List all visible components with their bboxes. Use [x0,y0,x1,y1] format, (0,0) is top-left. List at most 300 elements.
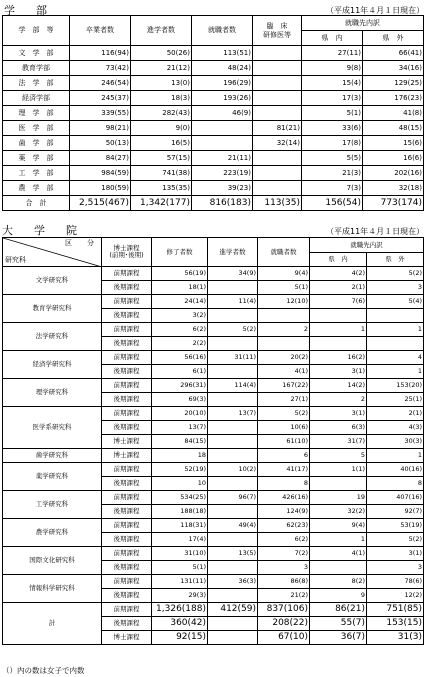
advance-cell: 741(38) [131,166,192,181]
dept-name: 理 学 部 [3,106,70,121]
col-header-advance: 進学者数 [131,16,192,46]
course-cell: 後期課程 [102,365,152,379]
table-row [3,46,424,61]
employed-cell: 167(22) [258,379,310,393]
grad-title: 大 学 院 [2,224,82,237]
out-pref-cell: 407(16) [367,491,424,505]
kenkyuka-name: 教育学研究科 [3,295,102,323]
table-row [3,121,424,136]
advance-cell: 49(4) [208,519,258,533]
col-header-kubun: 区 分 [65,239,98,247]
clinical-cell: 32(14) [253,136,302,151]
completed-cell: 188(18) [152,505,208,519]
employed-cell: 62(23) [258,519,310,533]
out-pref-cell: 66(41) [363,46,424,61]
clinical-cell [253,76,302,91]
in-pref-cell: 7(3) [302,181,363,196]
advance-cell: 282(43) [131,106,192,121]
employed-cell: 196(29) [192,76,253,91]
out-pref-cell: 3 [367,281,424,295]
in-pref-cell: 3(1) [310,365,367,379]
course-cell: 前期課程 [102,603,152,617]
advance-cell [208,533,258,547]
out-pref-cell: 12(2) [367,589,424,603]
table-row [3,267,424,281]
advance-cell: 5(2) [208,323,258,337]
table-row [3,547,424,561]
completed-cell: 131(11) [152,575,208,589]
in-pref-cell: 55(7) [310,617,367,631]
col-header-clinical: 臨 床 研修医等 [253,16,302,46]
out-pref-cell: 5(4) [367,295,424,309]
course-cell: 後期課程 [102,337,152,351]
course-cell: 前期課程 [102,575,152,589]
out-pref-cell: 5(2) [367,533,424,547]
dept-name: 教育学部 [3,61,70,76]
out-pref-cell: 1 [367,365,424,379]
completed-cell: 360(42) [152,617,208,631]
in-pref-cell: 14(2) [310,379,367,393]
course-cell: 後期課程 [102,393,152,407]
employed-cell: 27(1) [258,393,310,407]
total-label: 計 [3,603,102,645]
course-cell: 前期課程 [102,267,152,281]
course-cell: 博士課程 [102,631,152,645]
employed-cell [192,136,253,151]
total-row [3,196,424,211]
clinical-cell: 113(35) [253,196,302,211]
in-pref-cell: 16(2) [310,351,367,365]
table-row [3,151,424,166]
clinical-cell [253,181,302,196]
advance-cell: 13(7) [208,407,258,421]
completed-cell: 3(2) [152,309,208,323]
employed-cell: 9(4) [258,267,310,281]
out-pref-cell: 32(18) [363,181,424,196]
total-row [3,603,424,617]
completed-cell: 1,326(188) [152,603,208,617]
dept-name: 歯 学 部 [3,136,70,151]
grads-cell: 116(94) [70,46,131,61]
table-row [3,379,424,393]
in-pref-cell: 31(7) [310,435,367,449]
advance-cell: 9(0) [131,121,192,136]
employed-cell: 2 [258,323,310,337]
out-pref-cell [367,337,424,351]
grads-cell: 84(27) [70,151,131,166]
course-cell: 後期課程 [102,617,152,631]
advance-cell: 31(11) [208,351,258,365]
grads-cell: 73(42) [70,61,131,76]
advance-cell: 114(4) [208,379,258,393]
in-pref-cell: 17(3) [302,91,363,106]
table-row [3,407,424,421]
grads-cell: 180(59) [70,181,131,196]
clinical-cell [253,46,302,61]
course-cell: 前期課程 [102,463,152,477]
employed-cell: 48(24) [192,61,253,76]
out-pref-cell [367,309,424,323]
employed-cell: 20(2) [258,351,310,365]
advance-cell: 412(59) [208,603,258,617]
course-cell: 後期課程 [102,281,152,295]
table-row [3,76,424,91]
completed-cell: 18 [152,449,208,463]
employed-cell: 67(10) [258,631,310,645]
completed-cell: 29(3) [152,589,208,603]
kenkyuka-name: 工学研究科 [3,491,102,519]
advance-cell: 10(2) [208,463,258,477]
kenkyuka-name: 理学研究科 [3,379,102,407]
advance-cell [208,449,258,463]
out-pref-cell: 78(6) [367,575,424,589]
clinical-cell [253,166,302,181]
in-pref-cell: 5(5) [302,151,363,166]
completed-cell: 92(15) [152,631,208,645]
advance-cell [208,477,258,491]
footnote: （）内の数は女子で内数 [2,666,85,675]
completed-cell: 6(1) [152,365,208,379]
advance-cell [208,281,258,295]
in-pref-cell [310,477,367,491]
advance-cell [208,589,258,603]
dept-name: 文 学 部 [3,46,70,61]
table-row [3,351,424,365]
in-pref-cell: 1(1) [310,463,367,477]
out-pref-cell: 31(3) [367,631,424,645]
col-header-in-pref: 県 内 [302,31,363,46]
out-pref-cell: 153(20) [367,379,424,393]
course-cell: 前期課程 [102,491,152,505]
in-pref-cell: 4(2) [310,267,367,281]
completed-cell: 17(4) [152,533,208,547]
employed-cell [192,121,253,136]
out-pref-cell: 129(25) [363,76,424,91]
in-pref-cell: 9(4) [310,519,367,533]
table-row [3,181,424,196]
in-pref-cell: 33(6) [302,121,363,136]
undergrad-table [2,15,424,211]
out-pref-cell: 40(16) [367,463,424,477]
out-pref-cell: 53(19) [367,519,424,533]
course-cell: 後期課程 [102,421,152,435]
employed-cell: 6(2) [258,533,310,547]
employed-cell: 86(8) [258,575,310,589]
table-row [3,449,424,463]
kenkyuka-name: 国際文化研究科 [3,547,102,575]
col-header-dept: 学 部 等 [3,16,70,46]
completed-cell: 2(2) [152,337,208,351]
course-cell: 前期課程 [102,323,152,337]
advance-cell [208,337,258,351]
col-header-emp-location: 就職先内訳 [302,16,424,31]
out-pref-cell: 202(16) [363,166,424,181]
table-row [3,463,424,477]
advance-cell [208,393,258,407]
advance-cell: 96(7) [208,491,258,505]
grad-asof: （平成11年４月１日現在） [326,227,425,236]
advance-cell: 13(0) [131,76,192,91]
col-header-grads: 卒業者数 [70,16,131,46]
out-pref-cell: 5(2) [367,267,424,281]
table-row [3,491,424,505]
in-pref-cell [310,309,367,323]
completed-cell: 69(3) [152,393,208,407]
out-pref-cell: 48(15) [363,121,424,136]
in-pref-cell: 32(2) [310,505,367,519]
kenkyuka-name: 薬学研究科 [3,463,102,491]
grads-cell: 984(59) [70,166,131,181]
out-pref-cell: 751(85) [367,603,424,617]
advance-cell: 13(5) [208,547,258,561]
employed-cell: 3 [258,561,310,575]
in-pref-cell: 8(2) [310,575,367,589]
kubun-header-cell [3,238,102,267]
clinical-cell [253,151,302,166]
kenkyuka-name: 歯学研究科 [3,449,102,463]
advance-cell: 50(26) [131,46,192,61]
course-cell: 前期課程 [102,351,152,365]
col-header-in-pref: 県 内 [310,252,367,267]
in-pref-cell: 5(1) [302,106,363,121]
kenkyuka-name: 農学研究科 [3,519,102,547]
in-pref-cell: 3(1) [310,407,367,421]
employed-cell: 46(9) [192,106,253,121]
advance-cell [208,309,258,323]
employed-cell [258,309,310,323]
employed-cell [258,337,310,351]
table-row [3,61,424,76]
in-pref-cell: 156(54) [302,196,363,211]
advance-cell [208,617,258,631]
in-pref-cell: 9 [310,589,367,603]
out-pref-cell: 30(3) [367,435,424,449]
grads-cell: 50(13) [70,136,131,151]
in-pref-cell: 19 [310,491,367,505]
out-pref-cell: 2(1) [367,407,424,421]
advance-cell: 36(3) [208,575,258,589]
course-cell: 前期課程 [102,519,152,533]
employed-cell: 7(2) [258,547,310,561]
clinical-cell [253,91,302,106]
completed-cell: 31(10) [152,547,208,561]
dept-name: 薬 学 部 [3,151,70,166]
employed-cell: 6 [258,449,310,463]
out-pref-cell: 773(174) [363,196,424,211]
in-pref-cell [310,561,367,575]
kenkyuka-name: 情報科学研究科 [3,575,102,603]
course-cell: 後期課程 [102,589,152,603]
table-row [3,519,424,533]
dept-name: 医 学 部 [3,121,70,136]
advance-cell: 57(15) [131,151,192,166]
completed-cell: 20(10) [152,407,208,421]
employed-cell: 21(11) [192,151,253,166]
col-header-completed: 修了者数 [152,238,208,267]
completed-cell: 5(1) [152,561,208,575]
grads-cell: 245(37) [70,91,131,106]
course-cell: 前期課程 [102,547,152,561]
advance-cell: 16(5) [131,136,192,151]
out-pref-cell: 1 [367,323,424,337]
course-cell: 前期課程 [102,379,152,393]
out-pref-cell: 3 [367,561,424,575]
advance-cell: 11(4) [208,295,258,309]
advance-cell: 1,342(177) [131,196,192,211]
in-pref-cell: 6(3) [310,421,367,435]
col-header-emp-location: 就職先内訳 [310,238,424,253]
in-pref-cell: 36(7) [310,631,367,645]
grad-table [2,237,424,645]
col-header-employed: 就職者数 [258,238,310,267]
col-header-out-pref: 県 外 [363,31,424,46]
advance-cell: 21(12) [131,61,192,76]
table-row [3,323,424,337]
kenkyuka-name: 法学研究科 [3,323,102,351]
dept-name: 経済学部 [3,91,70,106]
kenkyuka-name: 経済学研究科 [3,351,102,379]
advance-cell [208,365,258,379]
employed-cell: 113(51) [192,46,253,61]
kenkyuka-name: 文学研究科 [3,267,102,295]
clinical-cell [253,61,302,76]
in-pref-cell: 21(3) [302,166,363,181]
dept-name: 工 学 部 [3,166,70,181]
undergrad-title: 学 部 [4,4,52,17]
course-cell: 後期課程 [102,561,152,575]
completed-cell: 296(31) [152,379,208,393]
advance-cell: 18(3) [131,91,192,106]
employed-cell: 208(22) [258,617,310,631]
in-pref-cell: 27(11) [302,46,363,61]
in-pref-cell: 15(4) [302,76,363,91]
table-row [3,106,424,121]
table-row [3,166,424,181]
in-pref-cell: 7(6) [310,295,367,309]
out-pref-cell: 16(6) [363,151,424,166]
out-pref-cell: 41(8) [363,106,424,121]
grads-cell: 98(21) [70,121,131,136]
out-pref-cell: 34(16) [363,61,424,76]
employed-cell: 426(16) [258,491,310,505]
table-row [3,575,424,589]
out-pref-cell: 4(3) [367,421,424,435]
in-pref-cell: 5 [310,449,367,463]
col-header-course: 博士課程 (前期･後期) [102,238,152,267]
out-pref-cell: 92(7) [367,505,424,519]
completed-cell: 13(7) [152,421,208,435]
clinical-cell [253,106,302,121]
employed-cell: 10(6) [258,421,310,435]
undergrad-asof: （平成11年４月１日現在） [326,6,425,15]
col-header-kenkyuka: 研究科 [5,256,26,264]
grads-cell: 246(54) [70,76,131,91]
employed-cell: 39(23) [192,181,253,196]
out-pref-cell: 15(6) [363,136,424,151]
col-header-advance: 進学者数 [208,238,258,267]
in-pref-cell: 2 [310,393,367,407]
grads-cell: 339(55) [70,106,131,121]
dept-name: 農 学 部 [3,181,70,196]
course-cell: 前期課程 [102,295,152,309]
employed-cell: 12(10) [258,295,310,309]
advance-cell [208,561,258,575]
advance-cell [208,505,258,519]
out-pref-cell: 25(1) [367,393,424,407]
completed-cell: 84(15) [152,435,208,449]
kenkyuka-name: 医学系研究科 [3,407,102,449]
completed-cell: 56(16) [152,351,208,365]
table-row [3,91,424,106]
employed-cell: 21(2) [258,589,310,603]
completed-cell: 6(2) [152,323,208,337]
advance-cell [208,435,258,449]
course-cell: 後期課程 [102,505,152,519]
employed-cell: 223(19) [192,166,253,181]
in-pref-cell: 1 [310,323,367,337]
course-cell: 博士課程 [102,449,152,463]
completed-cell: 534(25) [152,491,208,505]
employed-cell: 41(17) [258,463,310,477]
employed-cell: 5(1) [258,281,310,295]
course-cell: 後期課程 [102,477,152,491]
in-pref-cell: 4(1) [310,547,367,561]
out-pref-cell: 176(23) [363,91,424,106]
in-pref-cell: 9(8) [302,61,363,76]
out-pref-cell: 3(1) [367,547,424,561]
col-header-out-pref: 県 外 [367,252,424,267]
employed-cell: 193(26) [192,91,253,106]
completed-cell: 56(19) [152,267,208,281]
in-pref-cell: 1 [310,533,367,547]
completed-cell: 24(14) [152,295,208,309]
course-cell: 前期課程 [102,407,152,421]
in-pref-cell: 17(8) [302,136,363,151]
in-pref-cell: 86(21) [310,603,367,617]
table-row [3,295,424,309]
advance-cell: 34(9) [208,267,258,281]
course-cell: 博士課程 [102,435,152,449]
col-header-employed: 就職者数 [192,16,253,46]
completed-cell: 118(31) [152,519,208,533]
employed-cell: 837(106) [258,603,310,617]
in-pref-cell: 2(1) [310,281,367,295]
advance-cell [208,421,258,435]
advance-cell [208,631,258,645]
dept-name: 法 学 部 [3,76,70,91]
employed-cell: 816(183) [192,196,253,211]
completed-cell: 10 [152,477,208,491]
clinical-cell: 81(21) [253,121,302,136]
completed-cell: 52(19) [152,463,208,477]
out-pref-cell: 4 [367,351,424,365]
employed-cell: 124(9) [258,505,310,519]
table-row [3,136,424,151]
course-cell: 後期課程 [102,533,152,547]
grads-cell: 2,515(467) [70,196,131,211]
out-pref-cell: 153(15) [367,617,424,631]
in-pref-cell [310,337,367,351]
completed-cell: 18(1) [152,281,208,295]
employed-cell: 8 [258,477,310,491]
employed-cell: 61(10) [258,435,310,449]
course-cell: 後期課程 [102,309,152,323]
total-label: 合 計 [3,196,70,211]
out-pref-cell: 1 [367,449,424,463]
employed-cell: 5(2) [258,407,310,421]
advance-cell: 135(35) [131,181,192,196]
out-pref-cell: 8 [367,477,424,491]
